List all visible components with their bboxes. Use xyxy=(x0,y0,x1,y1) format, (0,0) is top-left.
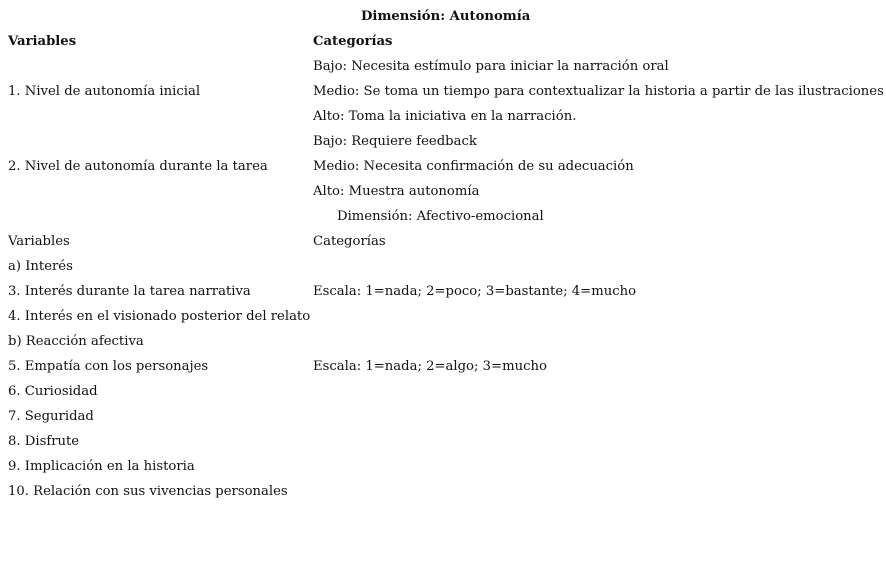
variable-text: 2. Nivel de autonomía durante la tarea xyxy=(8,159,268,174)
section-title-autonomia: Dimensión: Autonomía xyxy=(361,9,531,24)
variable-text: 1. Nivel de autonomía inicial xyxy=(8,84,201,99)
header-variables: Variables xyxy=(8,34,77,49)
variable-text: 5. Empatía con los personajes xyxy=(8,359,209,374)
category-text: Bajo: Necesita estímulo para iniciar la narración oral xyxy=(313,59,669,74)
subgroup-label: a) Interés xyxy=(8,259,73,274)
category-text: Escala: 1=nada; 2=poco; 3=bastante; 4=mucho xyxy=(313,284,637,299)
variable-text: 3. Interés durante la tarea narrativa xyxy=(8,284,251,299)
variable-text: 10. Relación con sus vivencias personales xyxy=(8,484,288,499)
header-variables: Variables xyxy=(8,234,70,249)
variable-text: 4. Interés en el visionado posterior del relato xyxy=(8,309,311,324)
category-text: Alto: Toma la iniciativa en la narración. xyxy=(313,109,577,124)
variable-text: 8. Disfrute xyxy=(8,434,80,449)
variable-text: 7. Seguridad xyxy=(8,409,94,424)
variable-text: 9. Implicación en la historia xyxy=(8,459,195,474)
subgroup-label: b) Reacción afectiva xyxy=(8,334,144,349)
variable-text: 6. Curiosidad xyxy=(8,384,98,399)
header-categories: Categorías xyxy=(313,234,386,249)
section-title-afectivo: Dimensión: Afectivo-emocional xyxy=(337,209,544,224)
category-text: Medio: Se toma un tiempo para contextualizar la historia a partir de las ilustraciones xyxy=(313,84,884,99)
header-categories: Categorías xyxy=(313,34,393,49)
category-text: Alto: Muestra autonomía xyxy=(313,184,480,199)
category-text: Medio: Necesita confirmación de su adecuación xyxy=(313,159,634,174)
category-text: Bajo: Requiere feedback xyxy=(313,134,477,149)
category-text: Escala: 1=nada; 2=algo; 3=mucho xyxy=(313,359,547,374)
